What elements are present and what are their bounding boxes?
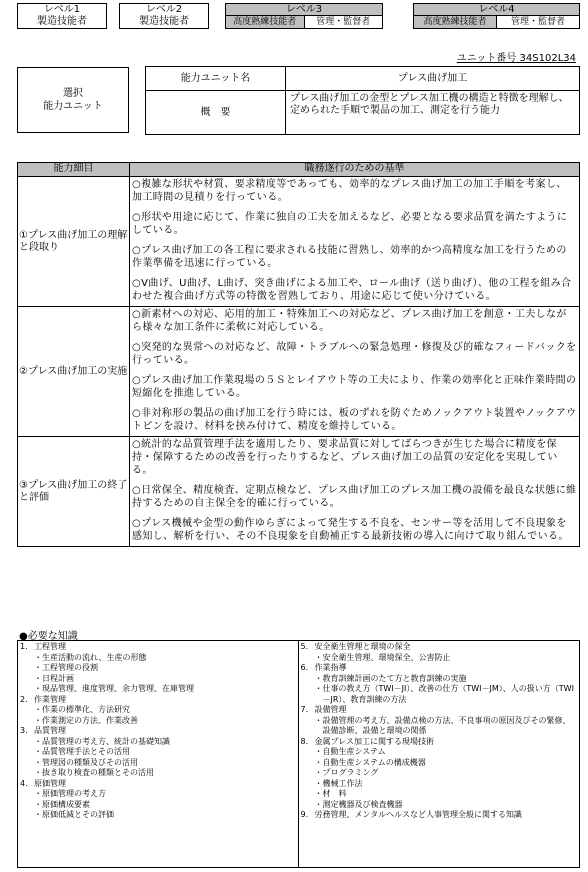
knowledge-item: [20, 674, 296, 685]
skill-detail-name: ①プレス曲げ加工の理解と段取り: [18, 177, 130, 307]
selected-unit-line2: 能力ユニット: [43, 101, 103, 112]
knowledge-item: [301, 684, 578, 705]
unit-name-label: 能力ユニット名: [146, 67, 286, 91]
knowledge-item-text: 材 料: [322, 789, 347, 798]
knowledge-item-text: 仕事の教え方（TWI－JI）、改善の仕方（TWI－JM）、人の扱い方（TWI－JR）、教育訓練の方法: [322, 684, 574, 704]
knowledge-section-title: 作業管理: [34, 694, 66, 704]
level-1-box: [17, 3, 107, 29]
criterion-item: ○非対称形の製品の曲げ加工を行う時には、板のずれを防ぐためノックアウト装置やノックアウトピンを設け、材料を挟み付けて、精度を維持している。: [132, 408, 577, 432]
bullet-icon: ・: [34, 747, 42, 756]
knowledge-section-title: 金属プレス加工に関する現場技術: [314, 736, 434, 746]
criterion-item: ○プレス曲げ加工作業現場の５Ｓとレイアウト等の工夫により、作業の効率化と正味作業時間の短縮化を推進している。: [132, 375, 577, 399]
knowledge-item: [20, 653, 296, 664]
bullet-icon: ・: [34, 663, 42, 672]
skill-detail-name: ②プレス曲げ加工の実施: [18, 307, 130, 437]
knowledge-section-number: 1.: [20, 642, 28, 651]
knowledge-left-column: [18, 641, 299, 867]
knowledge-item: [20, 663, 296, 674]
knowledge-item-text: 作業の標準化、方法研究: [42, 705, 130, 714]
table-row: [18, 437, 580, 547]
bullet-icon: ・: [314, 673, 323, 683]
criterion-item: ○統計的な品質管理手法を適用したり、要求品質に対してばらつきが生じた場合に精度を保持・保障するための改善を行ったりするなど、プレス曲げ加工の品質の安定化を実現している。: [132, 439, 558, 476]
knowledge-section: [20, 779, 296, 790]
knowledge-item-text: 原価管理の考え方: [42, 789, 106, 798]
bullet-icon: ・: [314, 715, 323, 725]
skill-criteria-table: [17, 162, 580, 547]
knowledge-section-number: 2.: [20, 694, 28, 704]
bullet-icon: ・: [34, 789, 42, 798]
knowledge-item: [20, 684, 296, 695]
unit-summary-value: プレス曲げ加工の金型とプレス加工機の構造と特徴を理解し、定められた手順で製品の加工、測定を行う能力: [286, 91, 580, 135]
table-row: [18, 177, 580, 307]
bullet-icon: ・: [34, 684, 42, 693]
knowledge-item: [301, 789, 578, 800]
knowledge-item-text: 品質管理手法とその活用: [42, 747, 130, 756]
criterion-item: ○プレス曲げ加工の各工程に要求される技能に習熟し、効率的かつ高精度な加工を行うための作業準備を迅速に行っている。: [132, 245, 567, 269]
knowledge-item: [301, 800, 578, 811]
knowledge-item-text: 設備管理の考え方、設備点検の方法、不良事項の原因及びその緊修、設備診断、設備と環境の関係: [322, 715, 571, 735]
knowledge-item-text: 機械工作法: [322, 778, 363, 788]
level-3-right-label: 管理・監督者: [316, 17, 371, 27]
knowledge-section-number: 9.: [300, 810, 309, 819]
knowledge-section-number: 6.: [300, 663, 309, 672]
selected-unit-line1: 選択: [62, 88, 83, 99]
knowledge-section-title: 労務管理、メンタルヘルスなど人事管理全般に関する知識: [314, 810, 522, 819]
criterion-item: ○新素材への対応、応用的加工・特殊加工への対応など、プレス曲げ加工を創意・工夫しながら様々な加工条件に柔軟に対応している。: [132, 309, 567, 333]
bullet-icon: ・: [314, 789, 323, 798]
unit-number: ユニット番号 34S102L34: [456, 53, 576, 64]
bullet-icon: ・: [314, 652, 323, 662]
unit-name-value: プレス曲げ加工: [286, 67, 580, 91]
table-row: [18, 307, 580, 437]
knowledge-section: [301, 642, 578, 653]
bullet-icon: ・: [314, 778, 323, 788]
knowledge-item-text: 測定機器及び検査機器: [322, 799, 403, 809]
knowledge-item: [301, 747, 578, 758]
knowledge-item: [301, 779, 578, 790]
bullet-icon: ・: [314, 747, 323, 756]
level-4-title: レベル4: [414, 4, 579, 16]
knowledge-heading: ●必要な知識: [19, 631, 78, 642]
knowledge-item-text: 作業測定の方法、作業改善: [42, 715, 138, 725]
knowledge-box: [17, 640, 580, 868]
knowledge-section: [20, 642, 296, 653]
knowledge-item-text: 工程管理の役割: [42, 663, 98, 672]
criterion-item: ○形状や用途に応じて、作業に独自の工夫を加えるなど、必要となる要求品質を満たすようにしている。: [132, 212, 568, 236]
knowledge-section-number: 4.: [20, 778, 28, 788]
knowledge-right-column: [299, 641, 580, 867]
knowledge-section: [301, 737, 578, 748]
bullet-icon: ・: [34, 652, 42, 662]
bullet-icon: ・: [34, 705, 42, 714]
knowledge-item: [301, 653, 578, 664]
detail-header: 能力細目: [18, 163, 130, 177]
selected-unit-box: [17, 67, 129, 133]
level-4-box: [413, 3, 580, 29]
bullet-icon: ・: [314, 799, 323, 809]
bullet-icon: ・: [34, 736, 42, 746]
knowledge-item-text: 日程計画: [42, 673, 74, 683]
level-2-label: 製造技能者: [139, 16, 189, 27]
knowledge-section: [301, 663, 578, 674]
bullet-icon: ・: [34, 757, 42, 767]
bullet-icon: ・: [34, 673, 42, 683]
knowledge-section: [301, 705, 578, 716]
level-3-title: レベル3: [226, 4, 382, 16]
knowledge-item: [301, 674, 578, 685]
level-3-left-label: 高度熟練技能者: [226, 16, 305, 28]
knowledge-section-title: 作業指導: [314, 663, 347, 672]
knowledge-item-text: 品質管理の考え方、統計の基礎知識: [42, 736, 170, 746]
criteria-header: 職務遂行のための基準: [130, 163, 580, 177]
bullet-icon: ・: [314, 768, 323, 777]
bullet-icon: ・: [314, 684, 323, 693]
knowledge-item-text: 抜き取り検査の種類とその活用: [42, 768, 154, 777]
knowledge-item-text: 原価構成要素: [42, 799, 90, 809]
knowledge-section-title: 品質管理: [34, 726, 66, 735]
knowledge-item: [20, 789, 296, 800]
knowledge-item: [20, 810, 296, 821]
bullet-icon: ・: [34, 715, 42, 725]
criterion-item: ○複雑な形状や材質、要求精度等であっても、効率的なプレス曲げ加工の加工手順を考案し、加工時間の見積りを行っている。: [132, 179, 567, 203]
knowledge-item-text: 安全衛生管理、環境保全、公害防止: [322, 652, 451, 662]
knowledge-item-text: 現品管理、進度管理、余力管理、在庫管理: [42, 684, 194, 693]
skill-detail-name: ③プレス曲げ加工の終了と評価: [18, 437, 130, 547]
bullet-icon: ・: [34, 799, 42, 809]
knowledge-item: [20, 705, 296, 716]
knowledge-section-number: 5.: [300, 642, 309, 651]
knowledge-item-text: 自動生産システム: [322, 747, 386, 756]
knowledge-section-title: 工程管理: [34, 642, 66, 651]
knowledge-section-title: 設備管理: [314, 705, 347, 714]
knowledge-section: [301, 810, 578, 821]
bullet-icon: ・: [314, 757, 323, 767]
criterion-item: ○V曲げ、U曲げ、L曲げ、突き曲げによる加工や、ロール曲げ（送り曲げ）、他の工程を組み合わせた複合曲げ方式等の特徴を習熟しており、用途に応じて使い分けている。: [132, 278, 572, 302]
knowledge-item: [301, 758, 578, 769]
level-1-title: レベル1: [43, 4, 81, 15]
knowledge-item: [20, 716, 296, 727]
knowledge-section: [20, 695, 296, 706]
knowledge-item-text: 生産活動の流れ、生産の形態: [42, 652, 147, 662]
knowledge-item-text: 教育訓練計画のたて方と教育訓練の実施: [322, 673, 467, 683]
knowledge-item-text: プログラミング: [322, 768, 379, 777]
knowledge-item: [20, 800, 296, 811]
knowledge-item: [20, 768, 296, 779]
knowledge-section-number: 8.: [300, 736, 309, 746]
unit-info-table: [145, 66, 580, 135]
criterion-item: ○プレス機械や金型の動作ゆらぎによって発生する不良を、センサー等を活用して不良現象を感知し、解析を行い、その不良現象を自動補正する最新技術の導入に向けて取り組んでいる。: [132, 518, 569, 542]
bullet-icon: ・: [34, 768, 42, 777]
knowledge-item: [20, 747, 296, 758]
knowledge-section-number: 3.: [20, 726, 28, 735]
level-4-right-label: 管理・監督者: [510, 17, 565, 27]
knowledge-item-text: 自動生産システムの構成機器: [322, 757, 426, 767]
level-1-label: 製造技能者: [37, 16, 87, 27]
knowledge-section: [20, 726, 296, 737]
knowledge-item-text: 管理図の種類及びその活用: [42, 757, 138, 767]
criterion-item: ○日常保全、精度検査、定期点検など、プレス曲げ加工のプレス加工機の設備を最良な状態に維持するための自主保全を的確に行っている。: [132, 485, 577, 509]
unit-summary-label: 概 要: [146, 91, 286, 135]
knowledge-item: [301, 716, 578, 737]
knowledge-item: [20, 737, 296, 748]
knowledge-item: [20, 758, 296, 769]
level-4-left-label: 高度熟練技能者: [414, 16, 497, 28]
knowledge-item: [301, 768, 578, 779]
criterion-item: ○突発的な異常への対応など、故障・トラブルへの緊急処理・修復及び的確なフィードバックを行っている。: [132, 342, 577, 366]
knowledge-item-text: 原価低減とその評価: [42, 810, 114, 819]
knowledge-section-title: 安全衛生管理と環境の保全: [314, 642, 411, 651]
bullet-icon: ・: [34, 810, 42, 819]
level-3-box: [225, 3, 383, 29]
knowledge-section-number: 7.: [300, 705, 309, 714]
knowledge-section-title: 原価管理: [34, 778, 66, 788]
level-2-title: レベル2: [145, 4, 183, 15]
level-2-box: [119, 3, 209, 29]
